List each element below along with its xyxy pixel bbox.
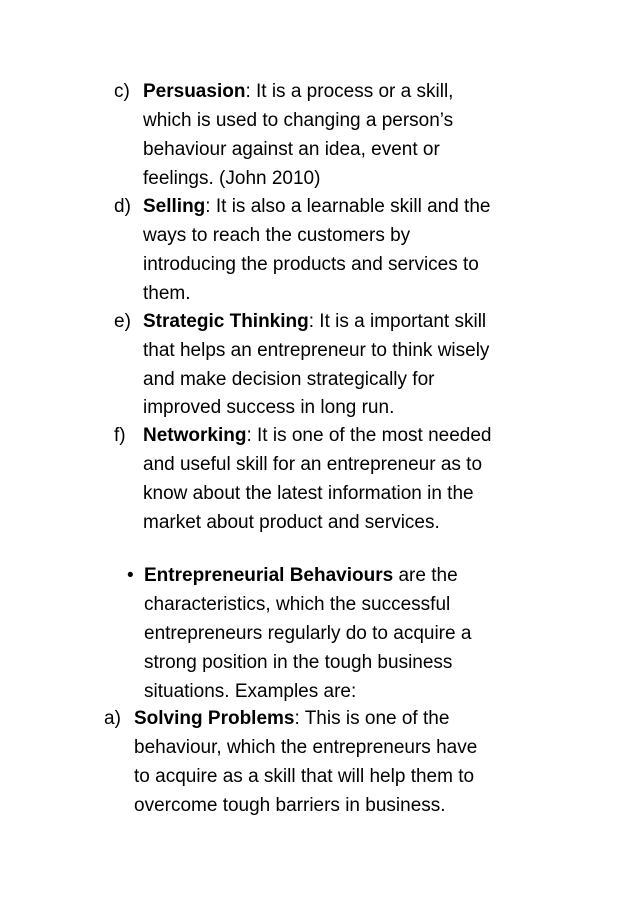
text-line: entrepreneurs regularly do to acquire a [144, 623, 472, 644]
text-line: overcome tough barriers in business. [134, 795, 446, 816]
text-line: ways to reach the customers by [143, 225, 411, 246]
text-line: and make decision strategically for [143, 369, 435, 390]
text-line: and useful skill for an entrepreneur as to [143, 454, 483, 475]
text-line: strong position in the tough business [144, 652, 453, 673]
term: Persuasion [143, 81, 246, 102]
text-line: improved success in long run. [143, 397, 395, 418]
text: are the [393, 565, 458, 586]
text: : It is one of the most needed [246, 425, 492, 446]
list-marker: e) [114, 311, 131, 332]
list-marker: f) [114, 425, 126, 446]
text-line: which is used to changing a person’s [143, 110, 454, 131]
text: : It is a process or a skill, [245, 81, 454, 102]
list-item-first-line [143, 79, 453, 105]
text-line: behaviour, which the entrepreneurs have [134, 737, 478, 758]
text-line: behaviour against an idea, event or [143, 139, 440, 160]
text-line: know about the latest information in the [143, 483, 474, 504]
list-marker: c) [114, 81, 130, 102]
list-item-first-line [134, 706, 449, 732]
term: Entrepreneurial Behaviours [144, 565, 394, 586]
term: Solving Problems [134, 708, 295, 729]
list-item-first-line [143, 309, 486, 335]
list-item-first-line [143, 194, 490, 220]
list-marker: a) [104, 708, 121, 729]
term: Strategic Thinking [143, 311, 309, 332]
text-line: them. [143, 283, 191, 304]
list-marker: d) [114, 196, 131, 217]
text-line: market about product and services. [143, 512, 440, 533]
text: : It is a important skill [308, 311, 487, 332]
term: Networking [143, 425, 247, 446]
bullet-icon: • [127, 565, 134, 586]
text-line: introducing the products and services to [143, 254, 479, 275]
text: : It is also a learnable skill and the [205, 196, 491, 217]
text-line: situations. Examples are: [144, 681, 357, 702]
list-item-first-line [143, 423, 492, 449]
text: : This is one of the [294, 708, 450, 729]
text-line: feelings. (John 2010) [143, 168, 321, 189]
bullet-first-line [144, 563, 458, 589]
text-line: to acquire as a skill that will help them to [134, 766, 475, 787]
text-line: that helps an entrepreneur to think wisely [143, 340, 490, 361]
text-line: characteristics, which the successful [144, 594, 451, 615]
term: Selling [143, 196, 206, 217]
